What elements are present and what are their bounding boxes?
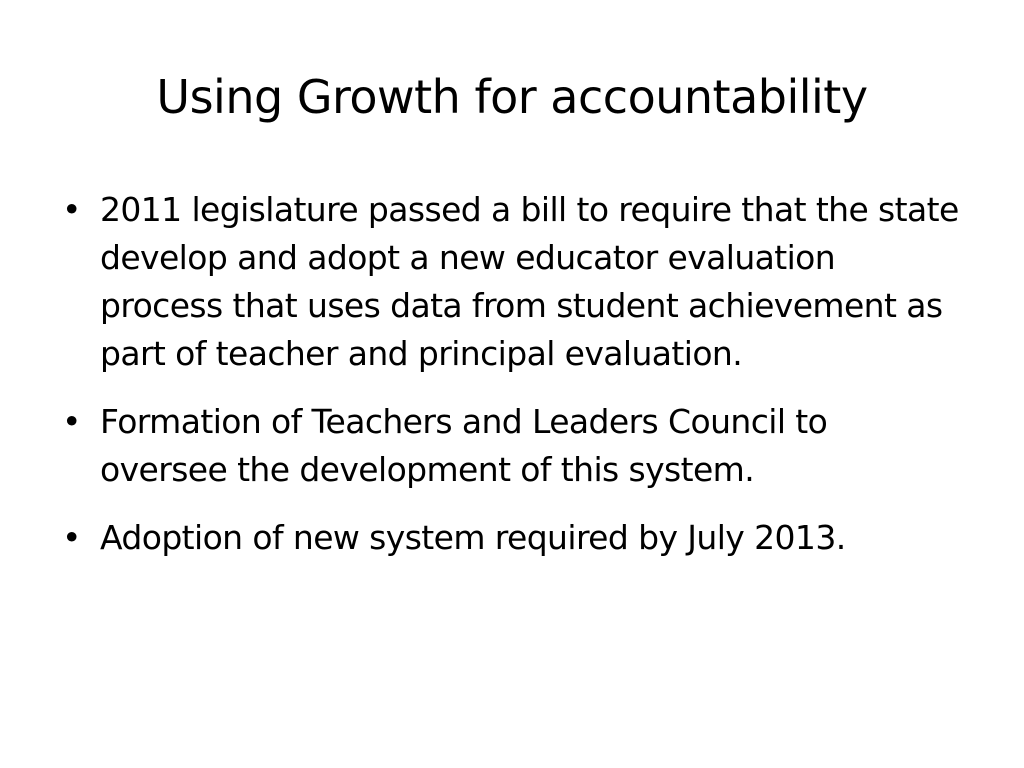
bullet-item <box>0 186 1024 378</box>
bullet-text: Formation of Teachers and Leaders Council to oversee the development of this system. <box>100 402 828 489</box>
slide-title: Using Growth for accountability <box>156 70 868 124</box>
bullet-text: Adoption of new system required by July 2013. <box>100 518 846 557</box>
bullet-item <box>0 514 1024 562</box>
bullet-icon: • <box>62 402 81 441</box>
bullet-icon: • <box>62 190 81 229</box>
bullet-item <box>0 398 1024 494</box>
bullet-icon: • <box>62 518 81 557</box>
bullet-text: 2011 legislature passed a bill to require that the state develop and adopt a new educator evaluation process that uses data from student achievement as part of teacher and principal evaluation. <box>100 190 959 373</box>
bullet-list <box>0 186 1024 582</box>
